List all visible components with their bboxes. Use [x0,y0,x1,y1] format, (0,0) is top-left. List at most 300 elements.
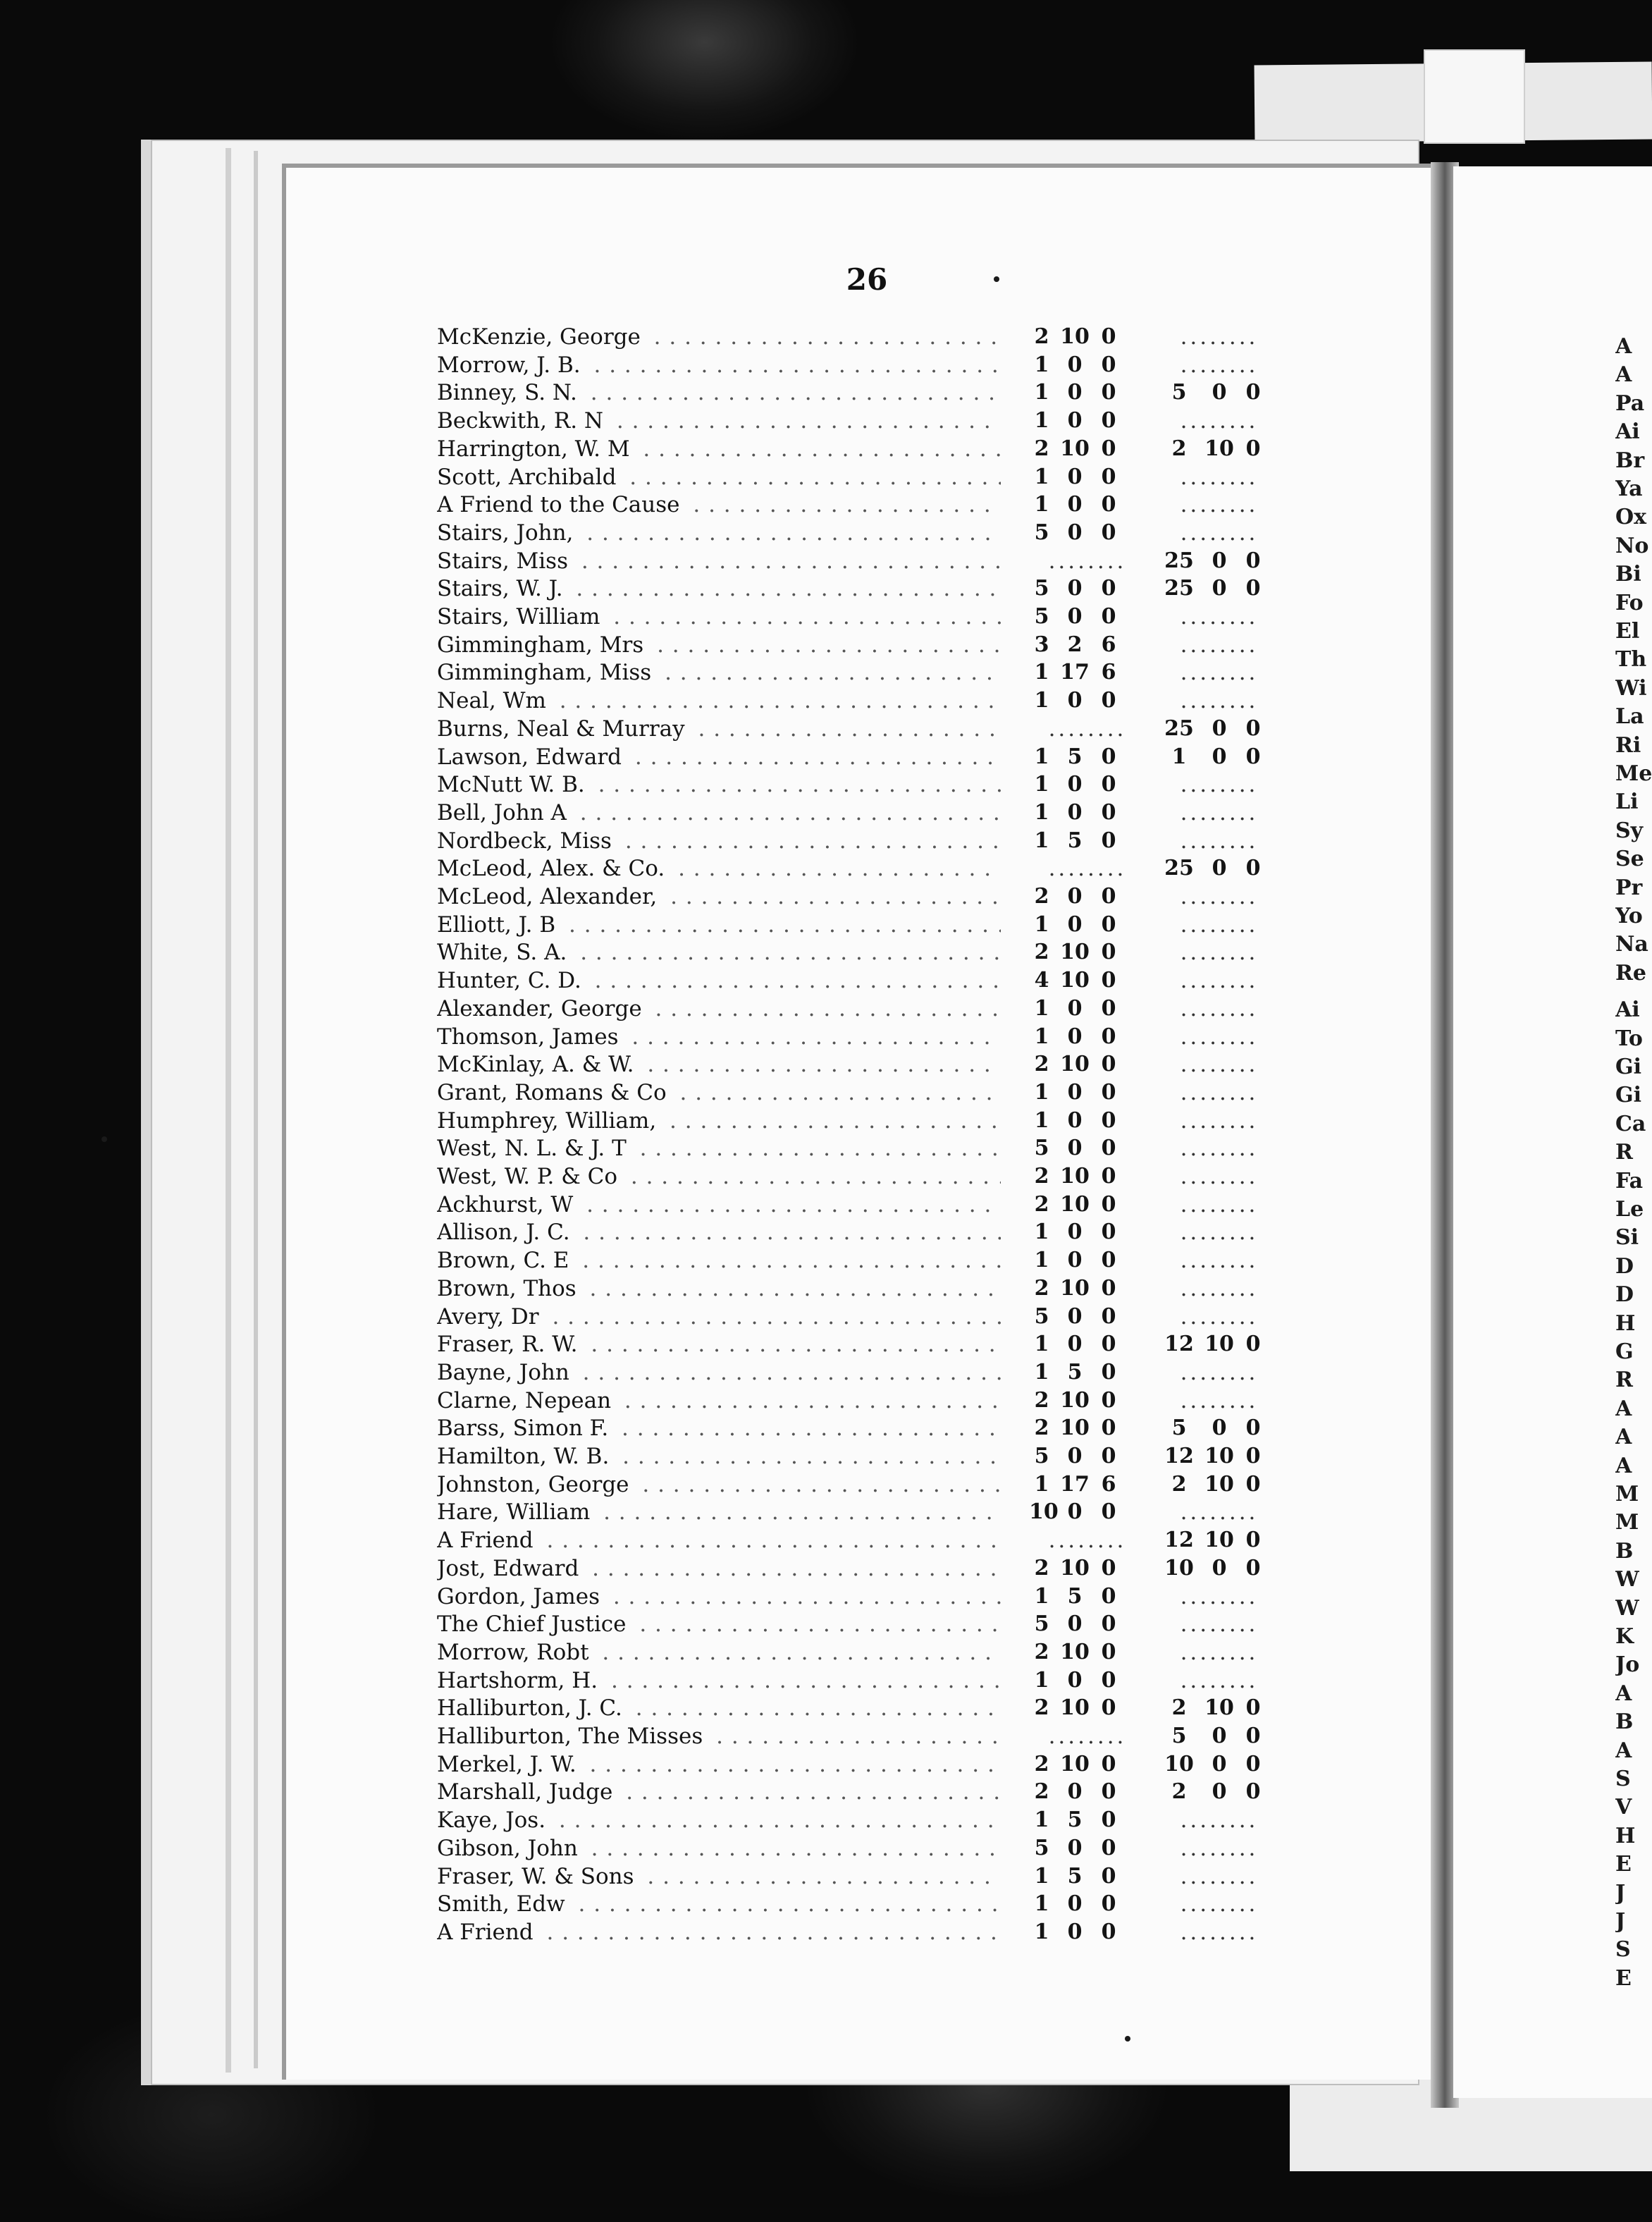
empty-amount-dots: ........ [1180,995,1259,1021]
ledger-row [437,1834,1311,1862]
amount-shillings: 2 [1067,632,1083,657]
amount-pounds: 1 [1034,464,1049,489]
second-amount-pounds: 2 [1171,436,1187,461]
facing-page-line: Br [1615,448,1645,473]
amount-shillings: 0 [1067,1079,1083,1105]
amount-pence: 0 [1101,1919,1116,1944]
amount-shillings: 0 [1067,1107,1083,1133]
subscriber-name-text: McKinlay, A. & W. [437,1052,639,1077]
subscriber-name [437,854,1001,883]
ledger-row [437,435,1311,463]
subscriber-name-text: McLeod, Alex. & Co. [437,856,670,881]
amount-shillings: 10 [1060,968,1090,993]
subscriber-name-text: Gimmingham, Miss [437,660,657,685]
amount-shillings: 10 [1060,1387,1090,1413]
amount-pounds: 4 [1034,968,1049,993]
empty-amount-dots: ........ [1180,1275,1259,1301]
amount-pounds: 1 [1034,911,1049,937]
top-paper-tab [1424,49,1525,144]
facing-page-line: Ri [1615,732,1641,758]
ledger-row [437,1750,1311,1779]
empty-amount-dots: ........ [1180,1107,1259,1134]
amount-shillings: 10 [1060,1052,1090,1077]
amount-shillings: 0 [1067,464,1083,489]
amount-pence: 0 [1101,911,1116,937]
second-amount-pence: 0 [1245,436,1261,461]
empty-amount-dots: ........ [1180,408,1259,434]
subscriber-name [437,1303,1001,1331]
empty-amount-dots: ........ [1180,660,1259,686]
subscriber-name-text: Gibson, John [437,1836,584,1861]
subscriber-name [437,1414,1001,1442]
subscriber-name-text: Nordbeck, Miss [437,828,617,854]
second-amount-shillings: 0 [1212,1416,1227,1441]
amount-pounds: 1 [1034,1107,1049,1133]
subscriber-name-text: McNutt W. B. [437,772,591,797]
empty-amount-dots: ........ [1180,1359,1259,1385]
ledger-row [437,1330,1311,1358]
facing-page-line: Ca [1615,1111,1646,1136]
amount-shillings: 0 [1067,1444,1083,1468]
amount-shillings: 0 [1067,1499,1083,1525]
second-amount-shillings: 0 [1212,856,1227,881]
amount-shillings: 0 [1067,1779,1083,1805]
amount-pounds: 3 [1034,632,1049,657]
subscriber-name [437,547,1001,575]
subscriber-name [437,1134,1001,1162]
second-amount-shillings: 0 [1212,1779,1227,1805]
subscriber-name-text: The Chief Justice [437,1612,632,1637]
second-amount-pounds: 25 [1164,548,1194,573]
amount-shillings: 0 [1067,1919,1083,1944]
subscriber-name [437,743,1001,771]
subscriber-name [437,463,1001,491]
empty-amount-dots: ........ [1180,884,1259,909]
subscriber-name-text: Thomson, James [437,1024,624,1050]
second-amount-shillings: 0 [1212,744,1227,769]
facing-page-line: Fa [1615,1168,1644,1193]
second-amount-shillings: 10 [1204,1444,1234,1468]
subscriber-name-text: McLeod, Alexander, [437,884,662,909]
amount-shillings: 0 [1067,799,1083,825]
subscriber-name-text: Morrow, Robt [437,1640,595,1665]
subscriber-name-text: Brown, Thos [437,1276,582,1301]
empty-amount-dots: ........ [1180,464,1259,490]
amount-shillings: 10 [1060,436,1090,461]
amount-shillings: 0 [1067,1835,1083,1860]
amount-shillings: 17 [1060,1471,1090,1497]
facing-page-line: W [1615,1595,1639,1621]
subscriber-name [437,379,1001,407]
subscriber-name-text: Harrington, W. M [437,436,636,462]
ledger-row [437,1246,1311,1275]
facing-page-line: Bi [1615,562,1641,587]
second-amount-pounds: 1 [1171,744,1187,769]
subscriber-name-text: Kaye, Jos. [437,1807,551,1833]
amount-pounds: 2 [1034,1275,1049,1301]
subscriber-name-text: Jost, Edward [437,1556,584,1581]
second-amount-shillings: 0 [1212,380,1227,405]
empty-amount-dots: ........ [1048,1724,1127,1749]
facing-page-line: S [1615,1767,1631,1791]
subscriber-name [437,323,1001,351]
subscriber-name-text: Merkel, J. W. [437,1752,582,1777]
ledger-row [437,1722,1311,1750]
empty-amount-dots: ........ [1180,632,1259,658]
subscriber-name [437,1107,1001,1135]
amount-shillings: 0 [1067,995,1083,1021]
second-amount-pounds: 2 [1171,1779,1187,1805]
amount-pounds: 1 [1034,1024,1049,1049]
amount-pounds: 10 [1029,1499,1059,1525]
ledger-row [437,519,1311,547]
subscriber-name-text: Gordon, James [437,1584,605,1609]
amount-pence: 0 [1101,1612,1116,1637]
empty-amount-dots: ........ [1180,799,1259,825]
amount-pounds: 1 [1034,1583,1049,1609]
amount-pence: 0 [1101,1583,1116,1609]
subscriber-name [437,1330,1001,1358]
amount-pence: 0 [1101,1303,1116,1329]
ledger-row [437,1666,1311,1695]
amount-pounds: 1 [1034,352,1049,377]
ledger-row [437,1918,1311,1946]
second-amount-pounds: 12 [1164,1444,1194,1468]
subscriber-name-text: Allison, J. C. [437,1220,576,1245]
amount-pounds: 1 [1034,995,1049,1021]
facing-page-line: Ya [1615,477,1643,501]
facing-page-line: Yo [1615,904,1643,928]
subscriber-name [437,1191,1001,1219]
facing-page-line: A [1615,362,1632,388]
amount-shillings: 5 [1067,1863,1083,1889]
amount-pence: 6 [1101,632,1116,657]
amount-shillings: 0 [1067,1667,1083,1693]
subscriber-name-text: Humphrey, William, [437,1108,662,1134]
subscriber-name-text: Hartshorm, H. [437,1668,603,1693]
second-amount-pounds: 25 [1164,716,1194,741]
amount-pence: 0 [1101,1751,1116,1776]
empty-amount-dots: ........ [1048,856,1127,882]
amount-shillings: 0 [1067,688,1083,713]
subscriber-name [437,631,1001,659]
amount-pence: 0 [1101,1863,1116,1889]
facing-page-line: Ai [1615,998,1640,1023]
ledger-row [437,658,1311,687]
subscriber-name [437,1471,1001,1499]
second-amount-pounds: 10 [1164,1555,1194,1580]
ledger-row [437,1498,1311,1526]
second-amount-pence: 0 [1245,1471,1261,1497]
ledger-row [437,1162,1311,1191]
amount-shillings: 10 [1060,1639,1090,1664]
amount-pounds: 5 [1034,520,1049,545]
amount-pounds: 1 [1034,1667,1049,1693]
amount-pounds: 2 [1034,1639,1049,1664]
facing-page-line: Le [1615,1197,1644,1222]
subscriber-name-text: Beckwith, R. N [437,408,609,434]
amount-pounds: 5 [1034,1835,1049,1860]
facing-page-line: Me [1615,761,1652,786]
amount-shillings: 10 [1060,940,1090,965]
amount-pounds: 1 [1034,1220,1049,1245]
amount-pounds: 2 [1034,940,1049,965]
amount-pence: 0 [1101,1807,1116,1833]
subscriber-name [437,1666,1001,1695]
amount-shillings: 0 [1067,380,1083,405]
amount-pence: 0 [1101,1220,1116,1245]
amount-pence: 0 [1101,1107,1116,1133]
amount-pounds: 5 [1034,1136,1049,1161]
facing-page-line: Pa [1615,391,1645,416]
subscriber-name [437,1722,1001,1750]
ledger-row [437,1526,1311,1554]
amount-pence: 0 [1101,576,1116,601]
facing-page-line: E [1615,1965,1632,1991]
amount-shillings: 0 [1067,352,1083,377]
ledger-row [437,743,1311,771]
second-amount-pounds: 25 [1164,856,1194,881]
empty-amount-dots: ........ [1180,1052,1259,1078]
facing-page-line: A [1615,334,1632,359]
subscriber-name-text: Burns, Neal & Murray [437,716,691,742]
empty-amount-dots: ........ [1180,1499,1259,1526]
amount-shillings: 10 [1060,1164,1090,1189]
subscriber-name [437,1050,1001,1079]
subscriber-name [437,519,1001,547]
facing-page-line: Th [1615,647,1647,673]
amount-pence: 0 [1101,968,1116,993]
facing-page-line: W [1615,1567,1639,1592]
amount-pence: 0 [1101,352,1116,377]
ledger-row [437,1610,1311,1638]
subscriber-name-text: Lawson, Edward [437,744,627,770]
empty-amount-dots: ........ [1180,968,1259,994]
subscriber-name-text: A Friend [437,1920,539,1945]
amount-pounds: 1 [1034,828,1049,853]
facing-page-line: J [1615,1909,1626,1934]
amount-pounds: 2 [1034,1387,1049,1413]
facing-page-line: B [1615,1710,1634,1735]
subscriber-name [437,1387,1001,1415]
ledger-row [437,1471,1311,1499]
facing-page-line: M [1615,1510,1639,1535]
second-amount-pence: 0 [1245,548,1261,573]
amount-pence: 0 [1101,436,1116,461]
subscriber-name-text: Bayne, John [437,1360,575,1385]
facing-page-text-column [1615,0,1652,2222]
subscriber-name [437,435,1001,463]
amount-pounds: 1 [1034,1919,1049,1944]
subscriber-name-text: Stairs, William [437,604,605,630]
subscriber-name-text: Hunter, C. D. [437,968,587,993]
subscriber-name [437,1583,1001,1611]
ledger-row [437,1583,1311,1611]
amount-pounds: 5 [1034,1612,1049,1637]
amount-pence: 0 [1101,1444,1116,1468]
page-edge [254,151,258,2068]
subscriber-name-text: Johnston, George [437,1472,635,1497]
ledger-row [437,1079,1311,1107]
amount-pounds: 1 [1034,660,1049,685]
facing-page-line: Gi [1615,1055,1642,1079]
amount-pence: 0 [1101,1387,1116,1413]
amount-pounds: 2 [1034,1164,1049,1189]
amount-pounds: 1 [1034,799,1049,825]
subscriber-name-text: West, N. L. & J. T [437,1136,632,1161]
amount-pounds: 2 [1034,1191,1049,1217]
second-amount-shillings: 10 [1204,1332,1234,1357]
subscriber-name [437,407,1001,435]
amount-pence: 0 [1101,1695,1116,1721]
page-edge [226,148,231,2073]
amount-pounds: 2 [1034,324,1049,349]
amount-pounds: 2 [1034,1751,1049,1776]
empty-amount-dots: ........ [1180,1667,1259,1693]
amount-pence: 0 [1101,1079,1116,1105]
second-amount-pounds: 5 [1171,1724,1187,1748]
subscriber-name [437,603,1001,631]
ledger-row [437,1694,1311,1722]
ledger-row [437,491,1311,519]
amount-pounds: 5 [1034,1303,1049,1329]
subscriber-name [437,715,1001,743]
second-amount-pence: 0 [1245,1751,1261,1776]
subscriber-name-text: Scott, Archibald [437,465,622,490]
subscriber-name-text: Bell, John A [437,800,572,825]
amount-pence: 0 [1101,1024,1116,1049]
subscriber-name-text: Gimmingham, Mrs [437,632,649,658]
amount-pounds: 1 [1034,1332,1049,1357]
second-amount-pounds: 2 [1171,1471,1187,1497]
second-amount-pounds: 5 [1171,1416,1187,1441]
facing-page-line: M [1615,1482,1639,1506]
facing-page-line: Jo [1615,1652,1640,1678]
facing-page-line: Li [1615,790,1639,815]
amount-pounds: 2 [1034,436,1049,461]
ledger-row [437,323,1311,351]
amount-shillings: 10 [1060,1191,1090,1217]
facing-page-line: E [1615,1852,1632,1877]
facing-page-line: Ox [1615,505,1647,530]
subscriber-name [437,1610,1001,1638]
facing-page-line: R [1615,1140,1633,1165]
empty-amount-dots: ........ [1180,1919,1259,1945]
amount-pence: 0 [1101,1248,1116,1273]
facing-page-line: H [1615,1311,1636,1336]
subscriber-name [437,1554,1001,1583]
amount-pounds: 1 [1034,1863,1049,1889]
subscriber-name [437,1218,1001,1246]
ink-speck [1125,2036,1130,2042]
second-amount-pence: 0 [1245,744,1261,769]
ledger-row [437,1387,1311,1415]
facing-page-line: Si [1615,1225,1639,1251]
amount-pounds: 1 [1034,1891,1049,1917]
amount-pounds: 5 [1034,604,1049,629]
subscriber-name-text: McKenzie, George [437,324,646,350]
subscriber-name-text: Neal, Wm [437,688,552,713]
empty-amount-dots: ........ [1180,772,1259,798]
amount-pence: 0 [1101,688,1116,713]
second-amount-shillings: 10 [1204,1471,1234,1497]
second-amount-shillings: 0 [1212,548,1227,573]
facing-page-line: To [1615,1026,1643,1051]
facing-page-line: A [1615,1396,1632,1421]
second-amount-shillings: 0 [1212,716,1227,741]
subscriber-name-text: White, S. A. [437,940,572,965]
ledger-row [437,1638,1311,1666]
ledger-row [437,687,1311,715]
ledger-row [437,463,1311,491]
amount-shillings: 5 [1067,1583,1083,1609]
subscriber-name [437,911,1001,939]
subscriber-name-text: Alexander, George [437,996,648,1021]
facing-page-line: La [1615,704,1644,730]
facing-page-line: Se [1615,847,1644,872]
amount-shillings: 10 [1060,1555,1090,1580]
ledger-row [437,883,1311,911]
ledger-row [437,938,1311,966]
amount-pounds: 1 [1034,688,1049,713]
facing-page-line: S [1615,1937,1631,1963]
amount-shillings: 5 [1067,828,1083,853]
empty-amount-dots: ........ [1180,520,1259,546]
empty-amount-dots: ........ [1180,1583,1259,1609]
subscriber-name [437,1246,1001,1275]
second-amount-pounds: 25 [1164,576,1194,601]
empty-amount-dots: ........ [1180,1639,1259,1665]
empty-amount-dots: ........ [1180,1612,1259,1638]
ledger-row [437,1806,1311,1834]
empty-amount-dots: ........ [1180,1191,1259,1217]
amount-pence: 0 [1101,1555,1116,1580]
empty-amount-dots: ........ [1180,492,1259,518]
ink-speck [101,1136,107,1142]
ledger-row [437,1778,1311,1806]
facing-page-line: Gi [1615,1083,1642,1108]
amount-pence: 0 [1101,408,1116,434]
amount-pence: 0 [1101,1275,1116,1301]
facing-page-line: Re [1615,960,1647,986]
amount-pence: 0 [1101,1416,1116,1441]
subscriber-name-text: Grant, Romans & Co [437,1080,672,1105]
subscriber-name [437,827,1001,855]
facing-page-line: J [1615,1880,1626,1905]
amount-shillings: 0 [1067,492,1083,517]
subscriber-name [437,1275,1001,1303]
amount-pounds: 1 [1034,1359,1049,1385]
amount-pounds: 1 [1034,744,1049,769]
facing-page-line: B [1615,1538,1634,1564]
facing-page-line: Sy [1615,818,1644,843]
amount-shillings: 0 [1067,1303,1083,1329]
amount-pence: 0 [1101,1332,1116,1357]
subscriber-name-text: Brown, C. E [437,1248,574,1273]
amount-pounds: 2 [1034,1779,1049,1805]
subscriber-name-text: West, W. P. & Co [437,1164,623,1189]
subscriber-name [437,938,1001,966]
second-amount-pence: 0 [1245,856,1261,881]
empty-amount-dots: ........ [1180,1303,1259,1330]
subscriber-name-text: Fraser, W. & Sons [437,1864,640,1889]
ledger-row [437,575,1311,603]
amount-pence: 0 [1101,324,1116,349]
ledger-row [437,1218,1311,1246]
amount-shillings: 0 [1067,911,1083,937]
amount-pence: 0 [1101,1164,1116,1189]
ledger-row [437,603,1311,631]
